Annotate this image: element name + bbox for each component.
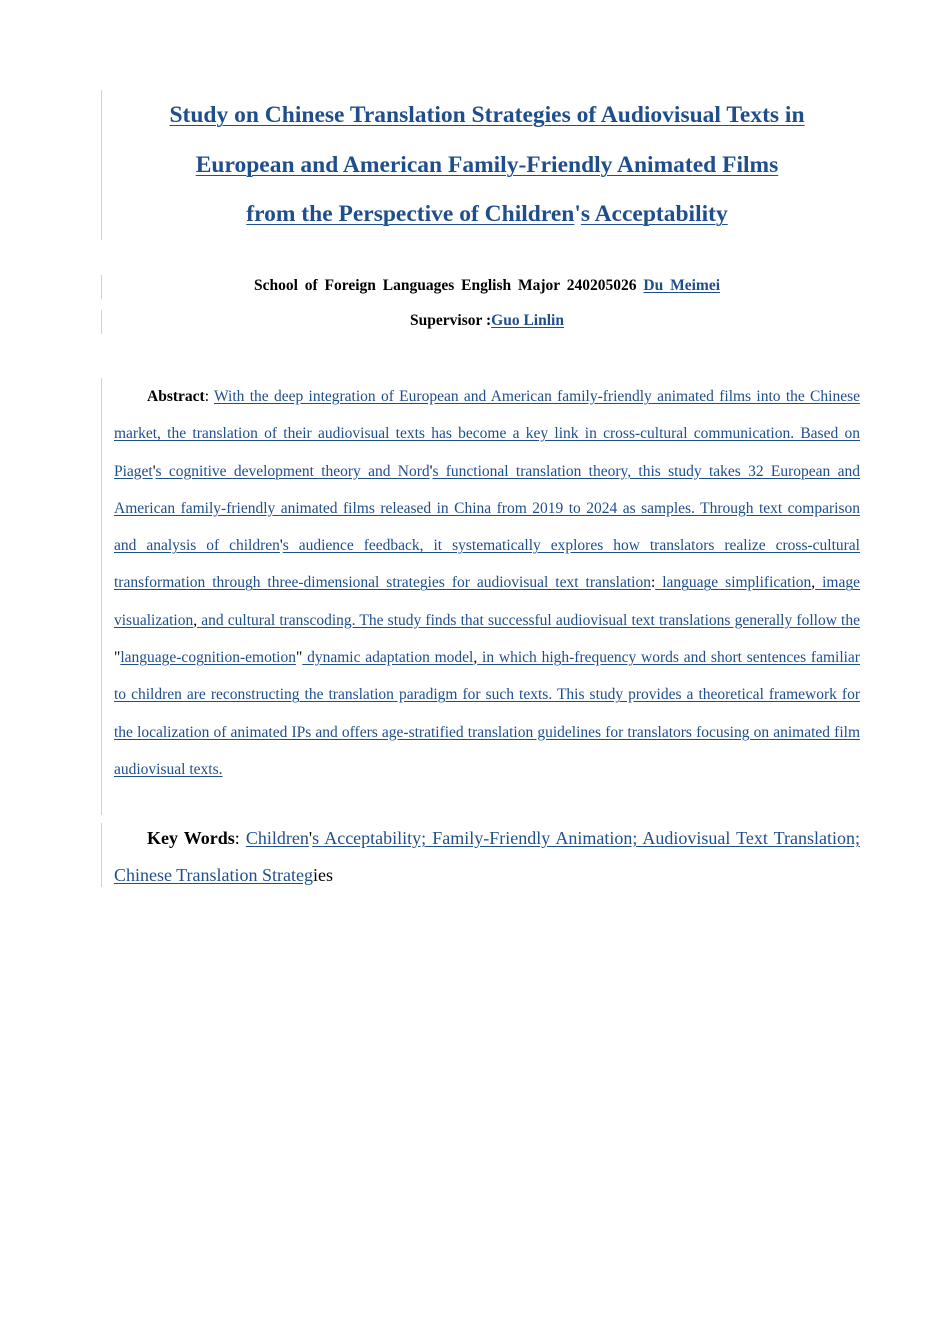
abstract-link-1[interactable]: With the deep integration of European and American family-friendly animated films into the Chinese market, the translation of their audiovisual texts has become a key link in cross-cultural communication. Based on Piaget xyxy=(114,388,860,480)
abstract-link-4[interactable]: s audience feedback, it systematically explores how translators realize cross-cultural transformation through three-dimensional strategies for audiovisual text translation xyxy=(114,537,860,592)
keywords-quote: ' xyxy=(308,828,313,848)
title-text-1[interactable]: Study on Chinese Translation Strategies of Audiovisual Texts in xyxy=(169,102,805,128)
title-text-3c[interactable]: s Acceptability xyxy=(580,201,728,227)
abstract-comma-3: , xyxy=(473,649,478,667)
supervisor-block xyxy=(101,310,872,334)
abstract-link-7[interactable]: and cultural transcoding. The study finds that successful audiovisual text translations generally follow the xyxy=(197,611,860,629)
keywords-label: Key Words xyxy=(147,828,235,848)
title-text-2[interactable]: European and American Family-Friendly Animated Films xyxy=(195,152,779,178)
title-line-2 xyxy=(102,152,872,179)
author-block xyxy=(101,275,872,299)
title-apostrophe: ' xyxy=(574,201,581,227)
title-line-3 xyxy=(102,201,872,228)
abstract-link-6[interactable]: image visualization xyxy=(114,574,860,629)
abstract-block xyxy=(101,378,862,815)
keywords-tail: ies xyxy=(313,865,333,885)
supervisor-label: Supervisor : xyxy=(410,312,492,329)
abstract-link-10[interactable]: in which high-frequency words and short sentences familiar to children are reconstructing the translation paradigm for such texts. This study provides a theoretical framework for the localization of animated IPs and offers age-stratified translation guidelines for translators focusing on animated film audiovisual texts. xyxy=(114,649,860,778)
abstract-link-3[interactable]: s functional translation theory, this study takes 32 European and American family-friendly animated films released in China from 2019 to 2024 as samples. Through text comparison and analysis of children xyxy=(114,462,860,555)
title-line-1 xyxy=(102,102,872,129)
title-block xyxy=(101,90,872,240)
abstract-comma-2: , xyxy=(193,611,198,629)
abstract-link-2[interactable]: s cognitive development theory and Nord xyxy=(155,462,430,480)
author-affiliation: School of Foreign Languages English Major 240205026 xyxy=(253,277,637,294)
keywords-block xyxy=(101,823,862,887)
abstract-quote-3: ' xyxy=(279,537,283,555)
keywords-link-1[interactable]: Children xyxy=(245,828,309,848)
abstract-label: Abstract xyxy=(147,388,205,405)
abstract-colon: : xyxy=(204,388,215,405)
supervisor-line xyxy=(102,312,872,330)
keywords-paragraph xyxy=(114,820,860,894)
abstract-comma-1: , xyxy=(811,574,816,592)
author-line xyxy=(102,277,872,295)
keywords-colon: : xyxy=(234,828,246,848)
abstract-close-quote: " xyxy=(295,649,303,667)
abstract-link-9[interactable]: dynamic adaptation model xyxy=(302,649,474,667)
abstract-quote-2: ' xyxy=(429,462,433,480)
abstract-open-quote: " xyxy=(114,649,121,667)
supervisor-name-link[interactable]: Guo Linlin xyxy=(491,312,564,329)
abstract-link-8[interactable]: language-cognition-emotion xyxy=(120,649,296,667)
title-text-3a[interactable]: from the Perspective of Children xyxy=(246,201,575,227)
keywords-link-2[interactable]: s Acceptability; Family-Friendly Animation; Audiovisual Text Translation; Chinese Translation Strateg xyxy=(114,828,860,885)
abstract-colon-2: : xyxy=(650,574,656,592)
author-name-link[interactable]: Du Meimei xyxy=(643,277,721,294)
abstract-link-5[interactable]: language simplification xyxy=(655,574,812,592)
abstract-quote-1: ' xyxy=(152,462,156,480)
abstract-paragraph xyxy=(114,378,860,788)
